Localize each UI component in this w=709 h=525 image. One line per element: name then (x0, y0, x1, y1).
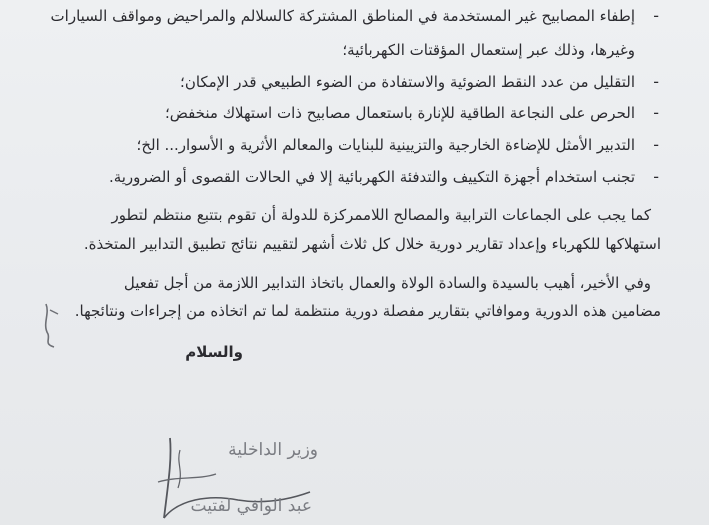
bullet-item-1-continuation: وغيرها، وذلك عبر إستعمال المؤقتات الكهربائية؛ (342, 41, 635, 59)
signatory-title: وزير الداخلية (228, 440, 318, 460)
bullet-item-1: إطفاء المصابيح غير المستخدمة في المناطق المشتركة كالسلالم والمراحيض ومواقف السيارات (50, 7, 635, 25)
paragraph-2-line-1: وفي الأخير، أهيب بالسيدة والسادة الولاة والعمال باتخاذ التدابير اللازمة من أجل تفعيل (123, 274, 651, 292)
list-bullet: - (653, 135, 659, 154)
bullet-item-4: التدبير الأمثل للإضاءة الخارجية والتزيينية للبنايات والمعالم الأثرية و الأسوار... الخ؛ (136, 136, 635, 154)
list-bullet: - (653, 6, 659, 25)
list-bullet: - (653, 103, 659, 122)
bullet-item-3: الحرص على النجاعة الطاقية للإنارة باستعمال مصابيح ذات استهلاك منخفض؛ (164, 104, 635, 122)
bullet-item-2: التقليل من عدد النقط الضوئية والاستفادة من الضوء الطبيعي قدر الإمكان؛ (180, 73, 635, 91)
paragraph-1-line-2: استهلاكها للكهرباء وإعداد تقارير دورية خلال كل ثلاث أشهر لتقييم نتائج تطبيق التدابير المتخذة. (83, 235, 661, 253)
bullet-item-5: تجنب استخدام أجهزة التكييف والتدفئة الكهربائية إلا في الحالات القصوى أو الضرورية. (108, 168, 635, 186)
closing-salutation: والسلام (185, 343, 243, 361)
signature-block (118, 430, 318, 525)
paragraph-1-line-1: كما يجب على الجماعات الترابية والمصالح اللاممركزة للدولة أن تقوم بتتبع منتظم لتطور (111, 206, 651, 224)
signatory-name: عبد الوافي لفتيت (190, 496, 312, 516)
list-bullet: - (653, 72, 659, 91)
list-bullet: - (653, 167, 659, 186)
paragraph-2-line-2: مضامين هذه الدورية وموافاتي بتقارير مفصلة دورية منتظمة لما تم اتخاذه من إجراءات ونتائجها. (74, 302, 661, 320)
margin-pen-mark (36, 300, 66, 350)
